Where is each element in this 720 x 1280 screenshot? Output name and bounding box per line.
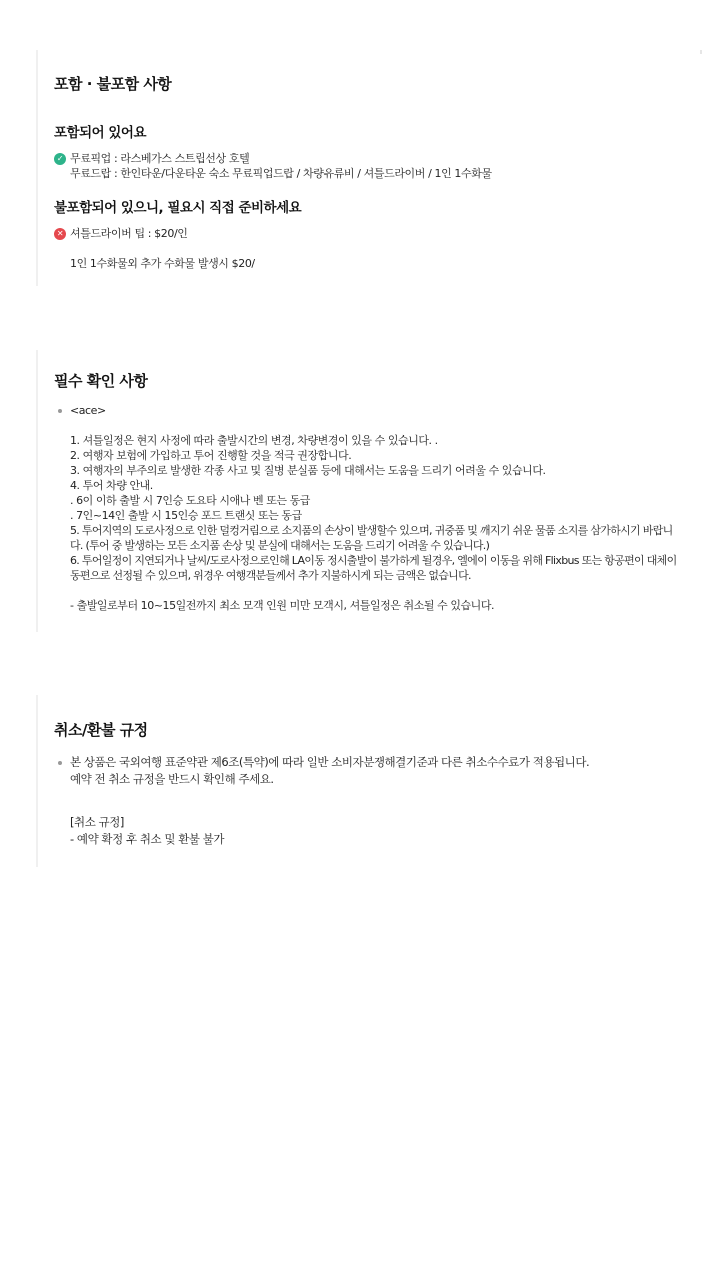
refund-line — [70, 805, 589, 814]
bullet-dot — [58, 761, 62, 765]
excluded-line — [70, 241, 255, 256]
notice-line: - 출발일로부터 10~15일전까지 최소 모객 인원 미만 모객시, 셔틀일정은 취소될 수 있습니다. — [70, 599, 495, 612]
inclusions-title: 포함 · 불포함 사항 — [54, 75, 172, 93]
bullet-dot — [58, 409, 62, 413]
refund-line — [70, 788, 589, 805]
refund-line: - 예약 확정 후 취소 및 환불 불가 — [70, 832, 225, 846]
excluded-heading: 불포함되어 있으니, 필요시 직접 준비하세요 — [54, 200, 302, 216]
x-circle-icon: ✕ — [54, 228, 66, 240]
notice-line: . 6이 이하 출발 시 7인승 도요타 시애나 벤 또는 동급 — [70, 494, 310, 507]
notice-line: 3. 여행자의 부주의로 발생한 각종 사고 및 질병 분실품 등에 대해서는 도움을 드리기 어려울 수 있습니다. — [70, 464, 546, 477]
notice-bullet-label: <ace> — [70, 404, 106, 417]
notice-line: 6. 투어일정이 지연되거나 날씨/도로사정으로인해 LA이동 정시출발이 불가하게 될경우, 엘에이 이동을 위해 Flixbus 또는 항공편이 대체이동편으로 선정될 수 있으며, 위경우 여행객분들께서 추가 지불하시게 되는 금액은 없습니다. — [70, 554, 677, 582]
included-heading: 포함되어 있어요 — [54, 125, 146, 141]
refund-title: 취소/환불 규정 — [54, 721, 148, 739]
notice-line: 2. 여행자 보험에 가입하고 투어 진행할 것을 적극 권장합니다. — [70, 449, 352, 462]
excluded-item — [54, 226, 686, 271]
included-line: 무료드랍 : 한인타운/다운타운 숙소 무료픽업드랍 / 차량유류비 / 셔틀드라이버 / 1인 1수화물 — [70, 167, 492, 180]
refund-section — [36, 695, 686, 867]
notice-line — [70, 418, 682, 433]
refund-line: 예약 전 취소 규정을 반드시 확인해 주세요. — [70, 772, 274, 786]
scroll-edge-mark — [700, 50, 702, 54]
refund-line: 본 상품은 국외여행 표준약관 제6조(특약)에 따라 일반 소비자분쟁해결기준과 다른 취소수수료가 적용됩니다. — [70, 755, 590, 769]
notice-line: 4. 투어 차량 안내. — [70, 479, 153, 492]
included-item — [54, 151, 686, 181]
notice-line: 1. 셔틀일정은 현지 사정에 따라 출발시간의 변경, 차량변경이 있을 수 있습니다. . — [70, 434, 438, 447]
refund-list-item — [54, 754, 686, 848]
included-line: 무료픽업 : 라스베가스 스트립선상 호텔 — [70, 152, 250, 165]
notice-line — [70, 583, 682, 598]
check-circle-icon: ✓ — [54, 153, 66, 165]
notice-line: 5. 투어지역의 도로사정으로 인한 덜컹거림으로 소지품의 손상이 발생할수 있으며, 귀중품 및 깨지기 쉬운 물품 소지를 삼가하시기 바랍니다. (투어 중 발생하는 모든 소지품 손상 및 분실에 대해서는 도움을 드리기 어려울 수 있습니다.) — [70, 524, 673, 552]
notices-title: 필수 확인 사항 — [54, 372, 148, 390]
excluded-line: 셔틀드라이버 팁 : $20/인 — [70, 227, 188, 240]
inclusions-section — [36, 50, 686, 286]
notices-section — [36, 350, 686, 632]
excluded-line: 1인 1수화물외 추가 수화물 발생시 $20/ — [70, 257, 255, 270]
refund-line: [취소 규정] — [70, 815, 124, 829]
notices-list-item — [54, 403, 686, 613]
notice-line: . 7인~14인 출발 시 15인승 포드 트랜싯 또는 동급 — [70, 509, 302, 522]
